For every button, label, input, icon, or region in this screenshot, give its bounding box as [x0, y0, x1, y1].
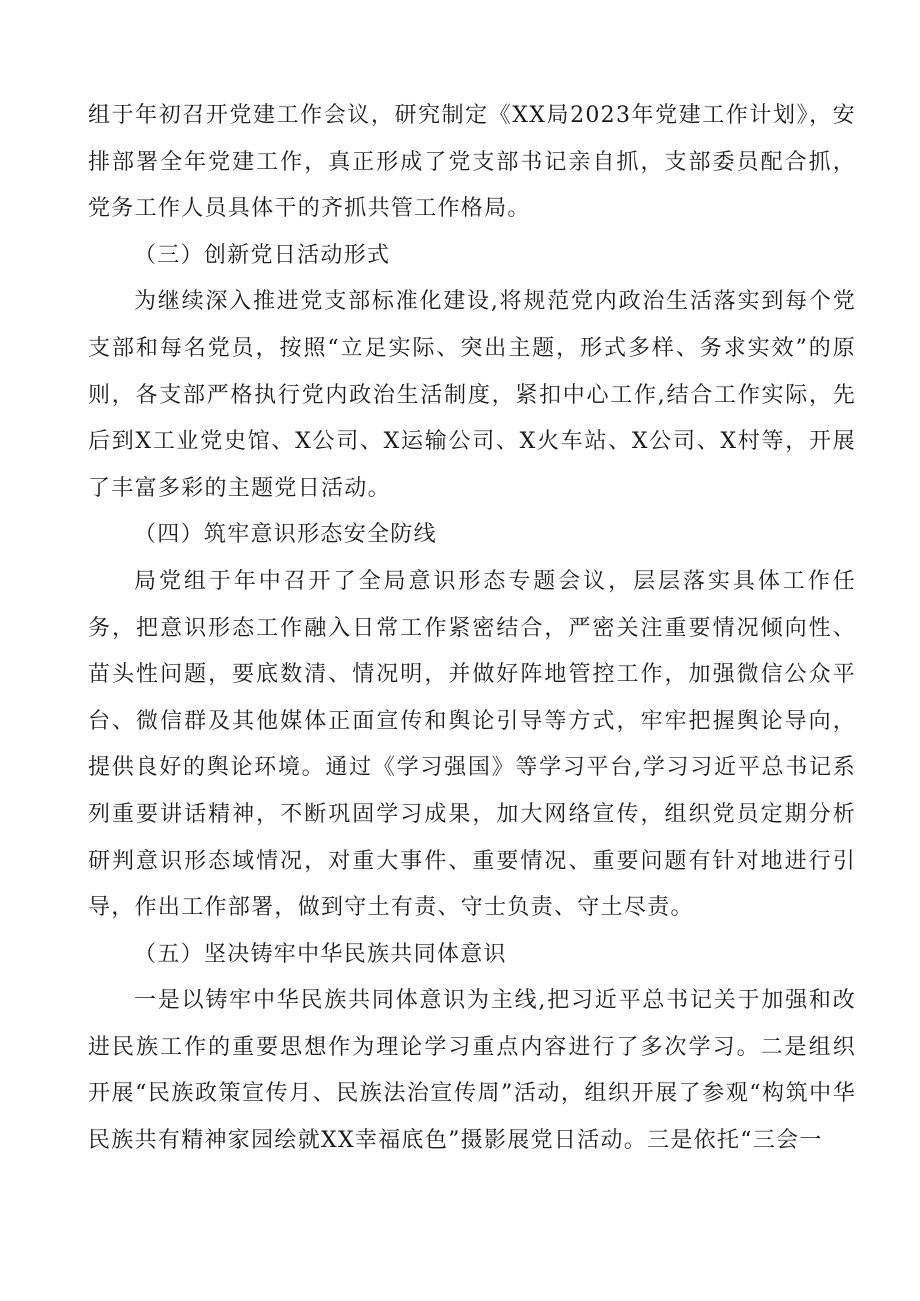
section-heading-3: （三）创新党日活动形式: [134, 242, 391, 268]
section-heading-5: （五）坚决铸牢中华民族共同体意识: [134, 941, 507, 967]
document-body: [88, 93, 856, 1165]
paragraph-national-community: 一是以铸牢中华民族共同体意识为主线,把习近平总书记关于加强和改进民族工作的重要思想作为理论学习重点内容进行了多次学习。二是组织开展“民族政策宣传月、民族法治宣传周”活动，组织开展了参观“构筑中华民族共有精神家园绘就XX幸福底色”摄影展党日活动。三是依托“三会一: [88, 988, 856, 1154]
section-heading-4: （四）筑牢意识形态安全防线: [134, 522, 437, 548]
paragraph-party-day-activities: 为继续深入推进党支部标准化建设,将规范党内政治生活落实到每个党支部和每名党员，按照“立足实际、突出主题，形式多样、务求实效”的原则，各支部严格执行党内政治生活制度，紧扣中心工作,结合工作实际，先后到X工业党史馆、X公司、X运输公司、X火车站、X公司、X村等，开展了丰富多彩的主题党日活动。: [88, 289, 856, 501]
paragraph-ideology-security: 局党组于年中召开了全局意识形态专题会议，层层落实具体工作任务，把意识形态工作融入日常工作紧密结合，严密关注重要情况倾向性、苗头性问题，要底数清、情况明，并做好阵地管控工作，加强微信公众平台、微信群及其他媒体正面宣传和舆论引导等方式，牢牢把握舆论导向，提供良好的舆论环境。通过《学习强国》等学习平台,学习习近平总书记系列重要讲话精神，不断巩固学习成果，加大网络宣传，组织党员定期分析研判意识形态域情况，对重大事件、重要情况、重要问题有针对地进行引导，作出工作部署，做到守土有责、守士负责、守土尽责。: [88, 568, 856, 921]
paragraph-intro-continuation: 组于年初召开党建工作会议，研究制定《XX局2023年党建工作计划》，安排部署全年党建工作，真正形成了党支部书记亲自抓，支部委员配合抓，党务工作人员具体干的齐抓共管工作格局。: [88, 103, 856, 222]
